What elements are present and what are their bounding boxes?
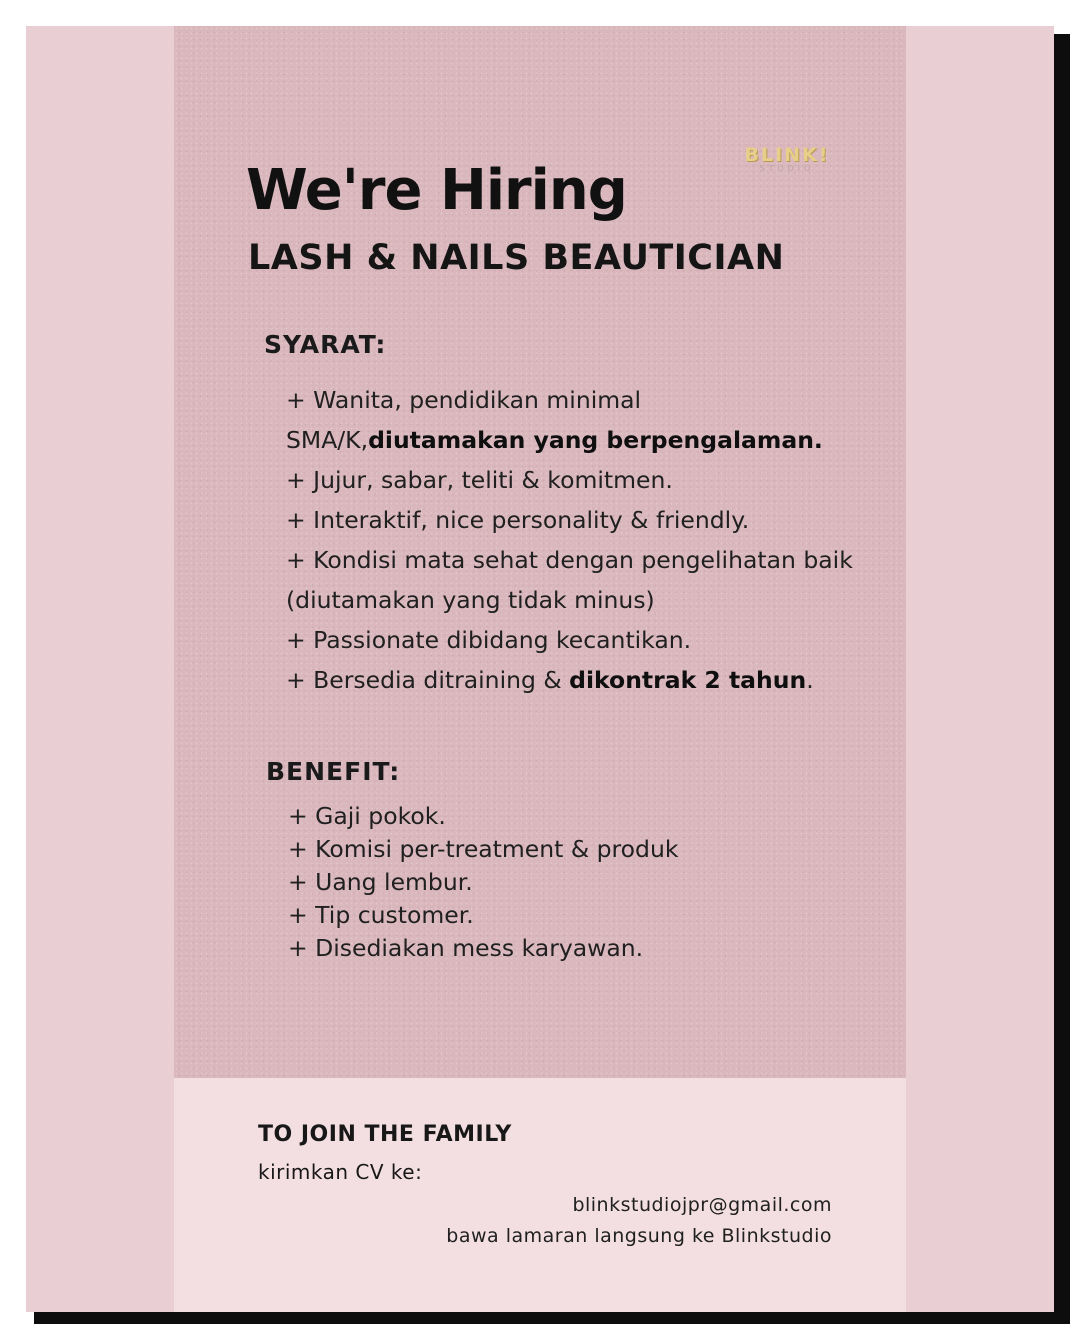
requirement-item: + Passionate dibidang kecantikan. [286, 626, 692, 654]
brand-logo [732, 144, 842, 173]
requirement-item: SMA/K,diutamakan yang berpengalaman. [286, 426, 823, 454]
requirement-item: + Bersedia ditraining & dikontrak 2 tahun. [286, 666, 814, 694]
requirement-item: + Jujur, sabar, teliti & komitmen. [286, 466, 673, 494]
benefits-list [288, 800, 848, 965]
requirements-heading: SYARAT: [264, 330, 387, 359]
requirement-item: + Kondisi mata sehat dengan pengelihatan baik [286, 546, 853, 574]
benefit-item: + Gaji pokok. [288, 802, 446, 830]
send-cv-text: kirimkan CV ke: [258, 1160, 423, 1184]
logo-wordmark: BLINK! [744, 144, 830, 166]
join-heading: TO JOIN THE FAMILY [258, 1122, 512, 1147]
benefits-heading: BENEFIT: [266, 757, 401, 786]
benefit-item: + Komisi per-treatment & produk [288, 835, 679, 863]
walkin-text: bawa lamaran langsung ke Blinkstudio [446, 1225, 832, 1247]
contact-info [446, 1190, 832, 1252]
job-position: LASH & NAILS BEAUTICIAN [248, 238, 785, 278]
requirements-list [286, 380, 866, 700]
benefit-item: + Disediakan mess karyawan. [288, 934, 644, 962]
contact-footer [174, 1078, 906, 1312]
requirement-item: (diutamakan yang tidak minus) [286, 586, 655, 614]
requirement-item: + Wanita, pendidikan minimal [286, 386, 642, 414]
poster-title: We're Hiring [246, 158, 627, 223]
requirement-item: + Interaktif, nice personality & friendly. [286, 506, 750, 534]
benefit-item: + Uang lembur. [288, 868, 473, 896]
contact-email: blinkstudiojpr@gmail.com [572, 1194, 832, 1216]
benefit-item: + Tip customer. [288, 901, 474, 929]
logo-subtext: STUDIO [759, 164, 815, 173]
image-frame [26, 26, 1054, 1312]
